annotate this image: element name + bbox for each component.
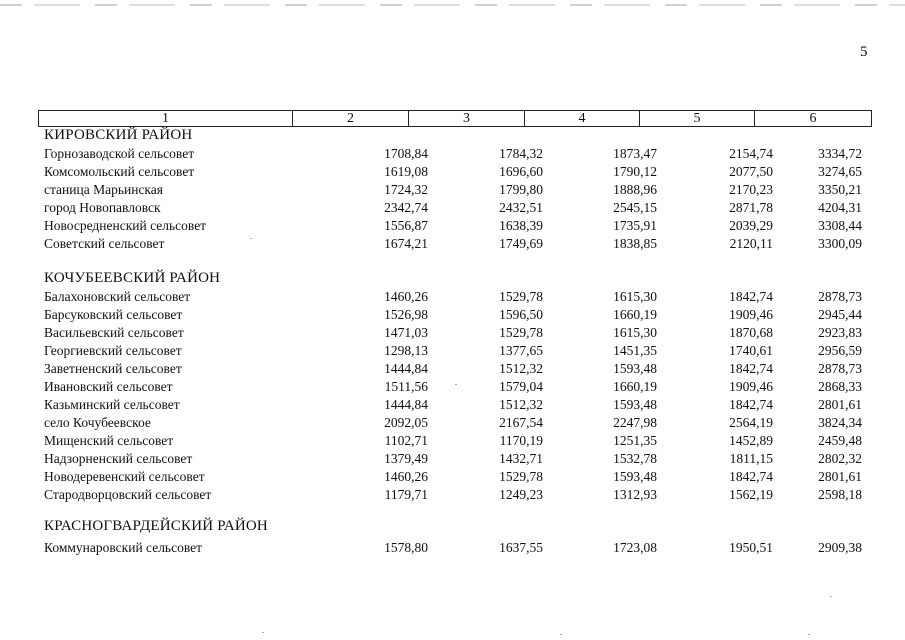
value-col-6: 3300,09	[818, 236, 862, 251]
value-col-4: 1615,30	[613, 325, 657, 340]
table-row	[44, 487, 872, 505]
settlement-name: Комсомольский сельсовет	[44, 164, 195, 179]
table-row	[44, 218, 872, 236]
value-col-3: 1529,78	[499, 325, 543, 340]
table-row	[44, 540, 872, 558]
value-col-3: 1799,80	[499, 182, 543, 197]
value-col-2: 2342,74	[384, 200, 428, 215]
header-cell: 2	[292, 111, 408, 126]
settlement-name: Казьминский сельсовет	[44, 397, 180, 412]
value-col-3: 1170,19	[499, 433, 543, 448]
value-col-6: 2802,32	[818, 451, 862, 466]
value-col-2: 1102,71	[384, 433, 428, 448]
settlement-name: Новосредненский сельсовет	[44, 218, 207, 233]
scan-speck	[455, 384, 457, 385]
settlement-name: город Новопавловск	[44, 200, 161, 215]
value-col-4: 1790,12	[613, 164, 657, 179]
value-col-2: 2092,05	[384, 415, 428, 430]
settlement-name: Надзорненский сельсовет	[44, 451, 193, 466]
value-col-3: 1512,32	[499, 397, 543, 412]
value-col-3: 2167,54	[499, 415, 543, 430]
value-col-2: 1460,26	[384, 289, 428, 304]
value-col-2: 1444,84	[384, 361, 428, 376]
table-header-row	[38, 110, 872, 127]
page-number: 5	[860, 44, 868, 60]
header-cell: 1	[162, 111, 169, 126]
value-col-4: 1873,47	[613, 146, 657, 161]
value-col-2: 1471,03	[384, 325, 428, 340]
value-col-3: 2432,51	[499, 200, 543, 215]
value-col-4: 1615,30	[613, 289, 657, 304]
value-col-2: 1619,08	[384, 164, 428, 179]
value-col-5: 1740,61	[729, 343, 773, 358]
settlement-name: Васильевский сельсовет	[44, 325, 184, 340]
table-row	[44, 146, 872, 164]
value-col-6: 2909,38	[818, 540, 862, 555]
header-cell: 5	[639, 111, 754, 126]
value-col-3: 1529,78	[499, 289, 543, 304]
value-col-4: 1660,19	[613, 307, 657, 322]
value-col-5: 1909,46	[729, 379, 773, 394]
settlement-name: Горнозаводской сельсовет	[44, 146, 195, 161]
table-row	[44, 164, 872, 182]
value-col-5: 1452,89	[729, 433, 773, 448]
value-col-2: 1724,32	[384, 182, 428, 197]
value-col-5: 2077,50	[729, 164, 773, 179]
value-col-3: 1249,23	[499, 487, 543, 502]
value-col-3: 1529,78	[499, 469, 543, 484]
table-row	[44, 343, 872, 361]
value-col-4: 1660,19	[613, 379, 657, 394]
value-col-3: 1596,50	[499, 307, 543, 322]
value-col-4: 1593,48	[613, 361, 657, 376]
value-col-5: 1562,19	[729, 487, 773, 502]
value-col-4: 1593,48	[613, 397, 657, 412]
district-title: КРАСНОГВАРДЕЙСКИЙ РАЙОН	[44, 518, 268, 534]
table-row	[44, 182, 872, 200]
value-col-4: 1723,08	[613, 540, 657, 555]
value-col-2: 1526,98	[384, 307, 428, 322]
value-col-6: 4204,31	[818, 200, 862, 215]
value-col-3: 1637,55	[499, 540, 543, 555]
value-col-6: 3308,44	[818, 218, 862, 233]
value-col-3: 1784,32	[499, 146, 543, 161]
value-col-4: 2545,15	[613, 200, 657, 215]
value-col-6: 3274,65	[818, 164, 862, 179]
value-col-2: 1460,26	[384, 469, 428, 484]
value-col-4: 1532,78	[613, 451, 657, 466]
value-col-5: 2039,29	[729, 218, 773, 233]
table-row	[44, 433, 872, 451]
table-row	[44, 415, 872, 433]
scan-speck	[250, 238, 252, 239]
scan-speck	[262, 632, 264, 633]
value-col-6: 2923,83	[818, 325, 862, 340]
table-row	[44, 451, 872, 469]
value-col-2: 1379,49	[384, 451, 428, 466]
scan-speck	[808, 634, 810, 635]
value-col-6: 2598,18	[818, 487, 862, 502]
value-col-4: 1312,93	[613, 487, 657, 502]
district-title: КОЧУБЕЕВСКИЙ РАЙОН	[44, 270, 221, 286]
value-col-5: 1909,46	[729, 307, 773, 322]
value-col-6: 3350,21	[818, 182, 862, 197]
value-col-4: 1735,91	[613, 218, 657, 233]
header-cell: 3	[408, 111, 524, 126]
header-cell: 6	[754, 111, 871, 126]
table-row	[44, 361, 872, 379]
value-col-2: 1179,71	[384, 487, 428, 502]
table-row	[44, 236, 872, 254]
value-col-2: 1674,21	[384, 236, 428, 251]
value-col-3: 1638,39	[499, 218, 543, 233]
scan-speck	[560, 634, 562, 635]
settlement-name: станица Марьинская	[44, 182, 163, 197]
table-row	[44, 200, 872, 218]
settlement-name: Ивановский сельсовет	[44, 379, 173, 394]
value-col-2: 1298,13	[384, 343, 428, 358]
value-col-5: 2170,23	[729, 182, 773, 197]
value-col-2: 1511,56	[384, 379, 428, 394]
value-col-2: 1556,87	[384, 218, 428, 233]
value-col-5: 1842,74	[729, 397, 773, 412]
table-row	[44, 307, 872, 325]
value-col-3: 1377,65	[499, 343, 543, 358]
value-col-3: 1512,32	[499, 361, 543, 376]
value-col-5: 1842,74	[729, 289, 773, 304]
value-col-6: 2868,33	[818, 379, 862, 394]
value-col-2: 1444,84	[384, 397, 428, 412]
district-title: КИРОВСКИЙ РАЙОН	[44, 127, 193, 143]
value-col-5: 1842,74	[729, 361, 773, 376]
value-col-5: 1811,15	[729, 451, 773, 466]
value-col-4: 1451,35	[613, 343, 657, 358]
value-col-5: 2154,74	[729, 146, 773, 161]
scan-edge-artifact	[0, 4, 905, 6]
table-row	[44, 325, 872, 343]
value-col-6: 2801,61	[818, 397, 862, 412]
header-cell: 4	[524, 111, 639, 126]
value-col-4: 1888,96	[613, 182, 657, 197]
value-col-2: 1578,80	[384, 540, 428, 555]
settlement-name: Барсуковский сельсовет	[44, 307, 183, 322]
settlement-name: Коммунаровский сельсовет	[44, 540, 203, 555]
value-col-2: 1708,84	[384, 146, 428, 161]
table-row	[44, 469, 872, 487]
value-col-5: 1842,74	[729, 469, 773, 484]
settlement-name: Георгиевский сельсовет	[44, 343, 182, 358]
value-col-4: 2247,98	[613, 415, 657, 430]
value-col-3: 1749,69	[499, 236, 543, 251]
table-row	[44, 397, 872, 415]
value-col-5: 2120,11	[729, 236, 773, 251]
value-col-6: 3334,72	[818, 146, 862, 161]
value-col-5: 1950,51	[729, 540, 773, 555]
value-col-6: 2459,48	[818, 433, 862, 448]
settlement-name: Советский сельсовет	[44, 236, 165, 251]
value-col-6: 2956,59	[818, 343, 862, 358]
value-col-4: 1838,85	[613, 236, 657, 251]
value-col-6: 2945,44	[818, 307, 862, 322]
table-row	[44, 379, 872, 397]
value-col-3: 1432,71	[499, 451, 543, 466]
settlement-name: Стародворцовский сельсовет	[44, 487, 212, 502]
value-col-6: 3824,34	[818, 415, 862, 430]
value-col-4: 1593,48	[613, 469, 657, 484]
settlement-name: Новодеревенский сельсовет	[44, 469, 205, 484]
value-col-3: 1696,60	[499, 164, 543, 179]
settlement-name: село Кочубеевское	[44, 415, 151, 430]
settlement-name: Мищенский сельсовет	[44, 433, 174, 448]
value-col-6: 2878,73	[818, 361, 862, 376]
value-col-5: 2564,19	[729, 415, 773, 430]
settlement-name: Балахоновский сельсовет	[44, 289, 191, 304]
settlement-name: Заветненский сельсовет	[44, 361, 182, 376]
value-col-5: 1870,68	[729, 325, 773, 340]
value-col-3: 1579,04	[499, 379, 543, 394]
value-col-6: 2801,61	[818, 469, 862, 484]
value-col-5: 2871,78	[729, 200, 773, 215]
value-col-4: 1251,35	[613, 433, 657, 448]
table-row	[44, 289, 872, 307]
value-col-6: 2878,73	[818, 289, 862, 304]
scan-speck	[830, 596, 832, 597]
